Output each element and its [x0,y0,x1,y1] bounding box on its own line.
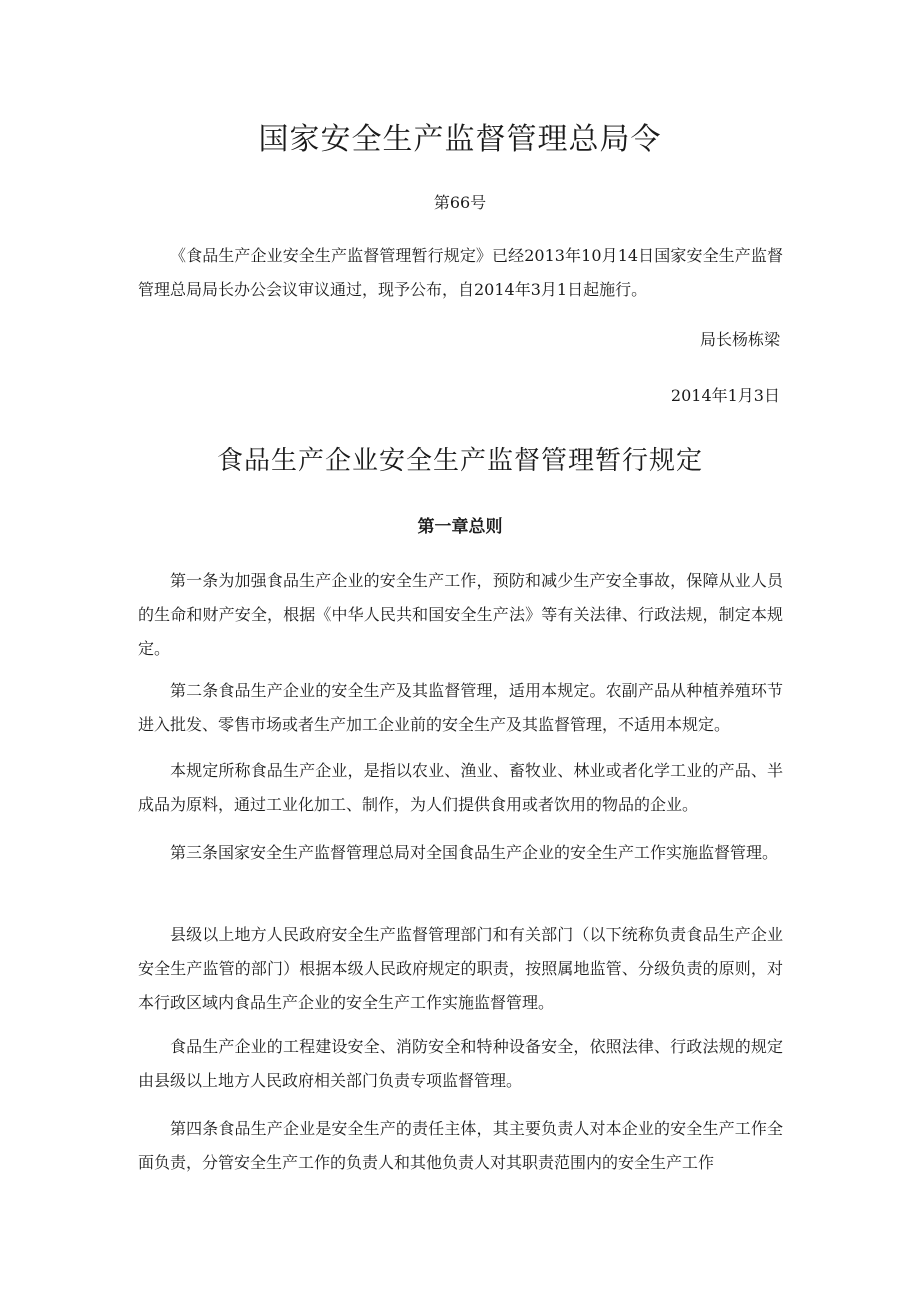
article-4: 第四条食品生产企业是安全生产的责任主体，其主要负责人对本企业的安全生产工作全面负责，分管安全生产工作的负责人和其他负责人对其职责范围内的安全生产工作 [138,1119,783,1172]
article-2-definition: 本规定所称食品生产企业，是指以农业、渔业、畜牧业、林业或者化学工业的产品、半成品为原料，通过工业化加工、制作，为人们提供食用或者饮用的物品的企业。 [138,761,783,814]
article-1: 第一条为加强食品生产企业的安全生产工作，预防和减少生产安全事故，保障从业人员的生命和财产安全，根据《中华人民共和国安全生产法》等有关法律、行政法规，制定本规定。 [138,571,783,658]
article-2: 第二条食品生产企业的安全生产及其监督管理，适用本规定。农副产品从种植养殖环节进入批发、零售市场或者生产加工企业前的安全生产及其监督管理，不适用本规定。 [138,681,783,734]
article-3-local: 县级以上地方人民政府安全生产监督管理部门和有关部门（以下统称负责食品生产企业安全生产监管的部门）根据本级人民政府规定的职责，按照属地监管、分级负责的原则，对本行政区域内食品生产企业的安全生产工作实施监督管理。 [138,925,783,1012]
decree-number: 第66号 [433,193,487,212]
decree-title: 国家安全生产监督管理总局令 [258,122,662,157]
article-3: 第三条国家安全生产监督管理总局对全国食品生产企业的安全生产工作实施监督管理。 [170,843,779,862]
regulation-title: 食品生产企业安全生产监督管理暂行规定 [216,446,703,476]
issue-date: 2014年1月3日 [670,386,780,405]
signatory: 局长杨栋梁 [699,330,780,349]
chapter-title: 第一章总则 [417,517,503,537]
intro-paragraph: 《食品生产企业安全生产监督管理暂行规定》已经2013年10月14日国家安全生产监督管理总局局长办公会议审议通过，现予公布，自2014年3月1日起施行。 [138,246,783,299]
article-3-special: 食品生产企业的工程建设安全、消防安全和特种设备安全，依照法律、行政法规的规定由县级以上地方人民政府相关部门负责专项监督管理。 [138,1037,783,1090]
